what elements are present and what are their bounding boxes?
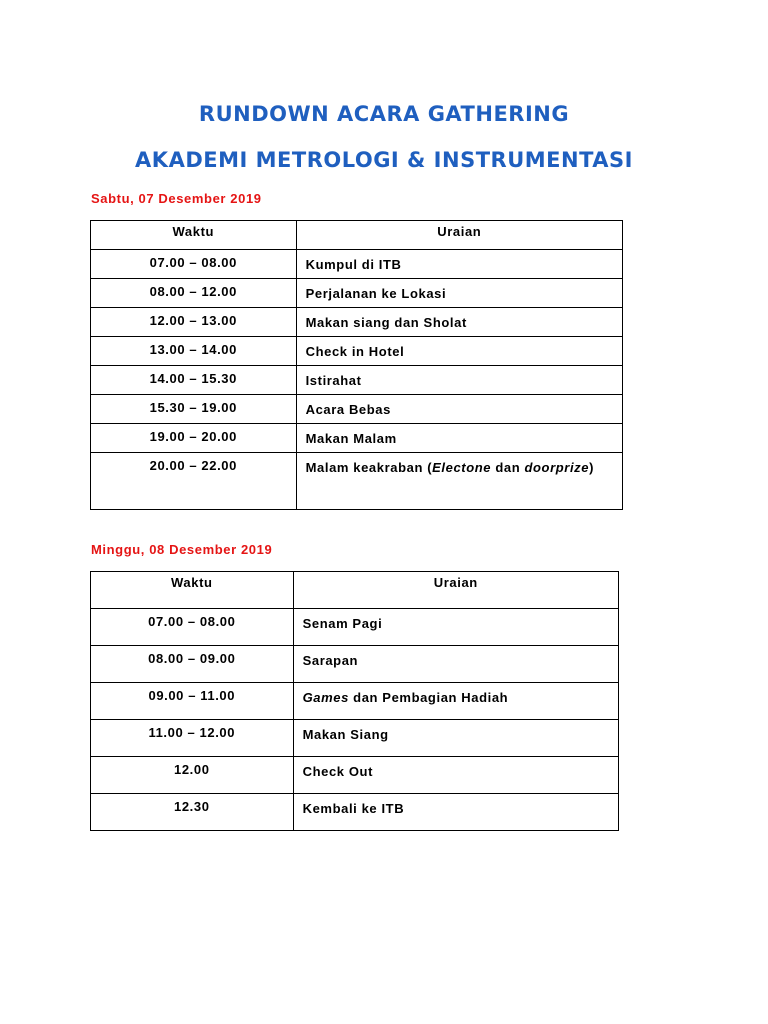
column-header-time: Waktu bbox=[91, 221, 297, 250]
description-emphasis: Games bbox=[302, 690, 349, 705]
table-row bbox=[91, 683, 619, 720]
table-row bbox=[91, 646, 619, 683]
table-row bbox=[91, 794, 619, 831]
time-cell: 07.00 – 08.00 bbox=[91, 250, 297, 279]
table-row bbox=[91, 279, 623, 308]
table-row bbox=[91, 609, 619, 646]
description-cell: Check Out bbox=[293, 757, 618, 794]
description-cell: Makan Siang bbox=[293, 720, 618, 757]
description-text: Malam keakraban ( bbox=[305, 460, 433, 475]
time-cell: 11.00 – 12.00 bbox=[91, 720, 294, 757]
description-text: ) bbox=[589, 460, 595, 475]
table-row bbox=[91, 720, 619, 757]
description-cell: Makan Malam bbox=[296, 424, 622, 453]
day2-heading: Minggu, 08 Desember 2019 bbox=[91, 542, 273, 557]
time-cell: 20.00 – 22.00 bbox=[91, 453, 297, 510]
table-row bbox=[91, 453, 623, 510]
day1-schedule-table bbox=[90, 220, 623, 510]
description-cell: Kumpul di ITB bbox=[296, 250, 622, 279]
time-cell: 13.00 – 14.00 bbox=[91, 337, 297, 366]
description-cell: Makan siang dan Sholat bbox=[296, 308, 622, 337]
description-cell bbox=[293, 683, 618, 720]
description-emphasis: Electone bbox=[432, 460, 492, 475]
description-cell: Istirahat bbox=[296, 366, 622, 395]
description-text: dan bbox=[491, 460, 525, 475]
table-header-row bbox=[91, 572, 619, 609]
description-cell: Kembali ke ITB bbox=[293, 794, 618, 831]
document-title-line-2: AKADEMI METROLOGI & INSTRUMENTASI bbox=[135, 148, 633, 172]
time-cell: 12.00 – 13.00 bbox=[91, 308, 297, 337]
description-cell: Senam Pagi bbox=[293, 609, 618, 646]
description-cell: Check in Hotel bbox=[296, 337, 622, 366]
time-cell: 09.00 – 11.00 bbox=[91, 683, 294, 720]
table-row bbox=[91, 395, 623, 424]
table-header-row bbox=[91, 221, 623, 250]
description-cell: Acara Bebas bbox=[296, 395, 622, 424]
description-cell: Perjalanan ke Lokasi bbox=[296, 279, 622, 308]
time-cell: 12.30 bbox=[91, 794, 294, 831]
time-cell: 15.30 – 19.00 bbox=[91, 395, 297, 424]
time-cell: 08.00 – 12.00 bbox=[91, 279, 297, 308]
table-row bbox=[91, 424, 623, 453]
column-header-time: Waktu bbox=[91, 572, 294, 609]
time-cell: 19.00 – 20.00 bbox=[91, 424, 297, 453]
table-row bbox=[91, 308, 623, 337]
time-cell: 14.00 – 15.30 bbox=[91, 366, 297, 395]
time-cell: 08.00 – 09.00 bbox=[91, 646, 294, 683]
description-text: dan Pembagian Hadiah bbox=[348, 690, 509, 705]
description-cell: Sarapan bbox=[293, 646, 618, 683]
time-cell: 07.00 – 08.00 bbox=[91, 609, 294, 646]
table-row bbox=[91, 366, 623, 395]
description-emphasis: doorprize bbox=[524, 460, 590, 475]
table-row bbox=[91, 757, 619, 794]
description-cell bbox=[296, 453, 622, 510]
document-title-line-1: RUNDOWN ACARA GATHERING bbox=[198, 102, 570, 126]
day1-heading: Sabtu, 07 Desember 2019 bbox=[91, 191, 262, 206]
table-row bbox=[91, 250, 623, 279]
time-cell: 12.00 bbox=[91, 757, 294, 794]
day2-schedule-table bbox=[90, 571, 619, 831]
column-header-description: Uraian bbox=[296, 221, 622, 250]
table-row bbox=[91, 337, 623, 366]
column-header-description: Uraian bbox=[293, 572, 618, 609]
